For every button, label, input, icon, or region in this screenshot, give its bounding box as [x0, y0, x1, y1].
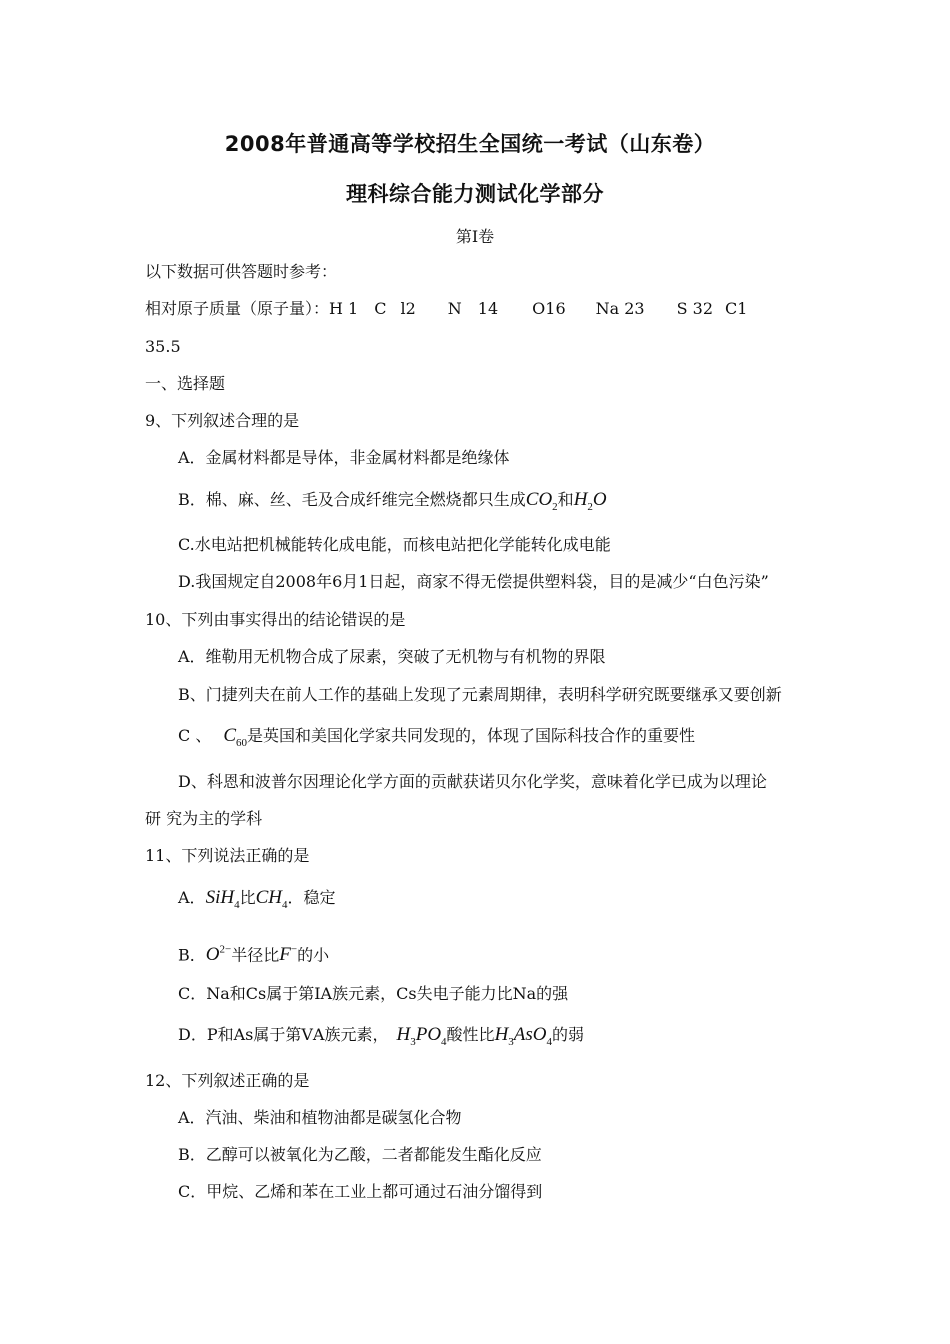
volume-label: 第Ⅰ卷	[455, 227, 495, 246]
formula-h3po4: $H_3PO_4$	[396, 1024, 447, 1048]
formula-h3aso4: $H_3AsO_4$	[494, 1024, 553, 1048]
q11-option-b	[178, 940, 329, 965]
q10-option-b: B、门捷列夫在前人工作的基础上发现了元素周期律，表明科学研究既要继承又要创新	[178, 685, 782, 704]
q11-option-d	[178, 1025, 584, 1052]
q11-option-b-text: 半径比	[231, 945, 280, 965]
q10-option-d: D、科恩和波普尔因理论化学方面的贡献获诺贝尔化学奖，意味着化学已成为以理论	[178, 772, 767, 791]
q9-option-c: C.水电站把机械能转化成电能，而核电站把化学能转化成电能	[178, 535, 611, 554]
q11-option-a	[178, 888, 336, 915]
atomic-masses-line	[145, 299, 747, 319]
q10-option-d-continued: 研 究为主的学科	[145, 809, 263, 828]
q9-option-b	[178, 490, 607, 517]
mass-n: N	[447, 299, 462, 318]
q9-stem: 9、下列叙述合理的是	[145, 411, 300, 430]
mass-na: Na 23	[595, 299, 645, 318]
mass-c-value: l2	[400, 299, 416, 318]
q10-option-c	[178, 726, 695, 753]
formula-c60: $C_{60}$	[223, 725, 248, 749]
q11-option-d-middle: 酸性比	[446, 1025, 495, 1044]
q9-option-b-and: 和	[557, 490, 574, 509]
reference-intro: 以下数据可供答题时参考：	[145, 262, 338, 281]
formula-co2: $CO_2$	[525, 489, 558, 513]
q11-option-b-end: 的小	[297, 945, 330, 965]
q10-option-c-label: C 、	[178, 726, 212, 745]
q12-option-c: C．甲烷、乙烯和苯在工业上都可通过石油分馏得到	[178, 1182, 543, 1201]
q11-option-b-label: B．	[178, 945, 206, 965]
section-heading: 一、选择题	[145, 374, 226, 393]
formula-ch4: $CH_4$	[255, 887, 288, 911]
q9-option-a: A．金属材料都是导体，非金属材料都是绝缘体	[178, 448, 510, 467]
formula-h2o: $H_2O$	[573, 489, 607, 513]
q9-option-d: D.我国规定自2008年6月1日起，商家不得无偿提供塑料袋，目的是减少“白色污染”	[178, 572, 769, 591]
mass-s: S 32	[676, 299, 714, 318]
q11-option-d-text: D．P和As属于第ⅤA族元素，	[178, 1025, 389, 1044]
q11-option-c: C．Na和Cs属于第ⅠA族元素，Cs失电子能力比Na的强	[178, 984, 569, 1003]
mass-n-value: 14	[477, 299, 499, 318]
atomic-masses-label: 相对原子质量（原子量）：	[145, 299, 330, 318]
q10-stem: 10、下列由事实得出的结论错误的是	[145, 610, 406, 629]
mass-c: C	[374, 299, 387, 318]
mass-h: H 1	[329, 299, 359, 318]
ion-f-minus: F−	[279, 944, 298, 966]
ion-o2-minus: $O^{2-}$	[205, 944, 232, 966]
formula-sih4: SiH$_4$	[205, 887, 240, 911]
q11-stem: 11、下列说法正确的是	[145, 846, 310, 865]
q12-option-a: A．汽油、柴油和植物油都是碳氢化合物	[178, 1108, 462, 1127]
q11-option-a-label: A．	[178, 888, 206, 907]
q11-option-d-end: 的弱	[552, 1025, 585, 1044]
exam-title: 2008年普通高等学校招生全国统一考试（山东卷）	[224, 132, 716, 156]
mass-cl: C1	[725, 299, 748, 318]
q11-option-a-than: 比	[239, 888, 256, 907]
q12-stem: 12、下列叙述正确的是	[145, 1071, 310, 1090]
q12-option-b: B．乙醇可以被氧化为乙酸，二者都能发生酯化反应	[178, 1145, 542, 1164]
q9-option-b-text: B．棉、麻、丝、毛及合成纤维完全燃烧都只生成	[178, 490, 526, 509]
q11-option-a-text: ．稳定	[287, 888, 336, 907]
q10-option-a: A．维勒用无机物合成了尿素，突破了无机物与有机物的界限	[178, 647, 606, 666]
mass-o: O16	[532, 299, 566, 318]
q10-option-c-text: 是英国和美国化学家共同发现的，体现了国际科技合作的重要性	[247, 726, 696, 745]
exam-subtitle: 理科综合能力测试化学部分	[346, 182, 604, 206]
atomic-masses-continued: 35.5	[145, 337, 181, 356]
